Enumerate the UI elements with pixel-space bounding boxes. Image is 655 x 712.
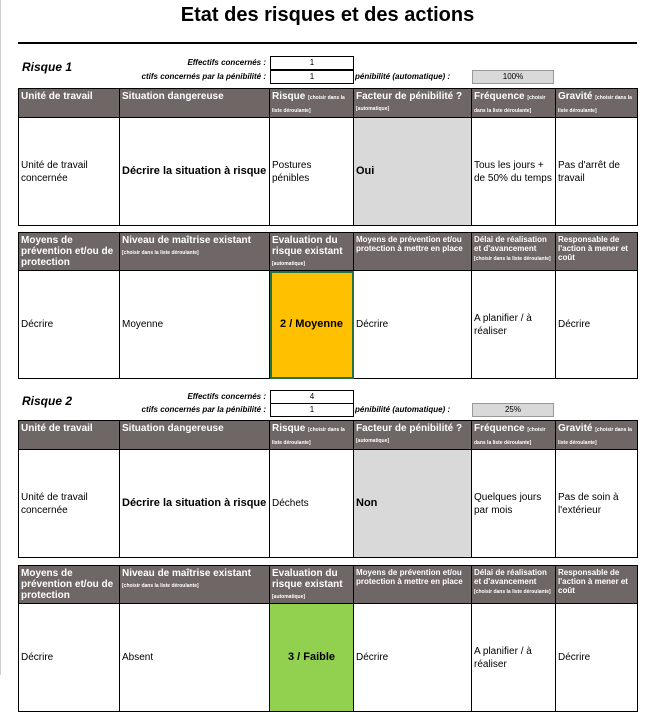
penibilite-auto-label: pénibilité (automatique) : (355, 72, 451, 81)
cell-risque[interactable]: Postures pénibles (270, 118, 354, 226)
cell-moyens-a-mettre[interactable]: Décrire (354, 604, 472, 712)
cell-frequence[interactable]: Quelques jours par mois (472, 450, 556, 558)
cell-delai[interactable]: A planifier / à réaliser (472, 271, 556, 379)
cell-delai[interactable]: A planifier / à réaliser (472, 604, 556, 712)
header-penibilite: Facteur de pénibilité ? [automatique] (354, 421, 472, 450)
penibilite-pct-value: 25% (472, 403, 554, 417)
risk-title: Risque 2 (22, 394, 73, 408)
cell-moyens[interactable]: Décrire (19, 271, 120, 379)
header-evaluation: Evaluation du risque existant [automatique] (270, 233, 354, 271)
header-unite: Unité de travail (19, 421, 120, 450)
header-moyens-a-mettre: Moyens de prévention et/ou protection à mettre en place (354, 233, 472, 271)
cell-moyens[interactable]: Décrire (19, 604, 120, 712)
header-situation: Situation dangereuse (120, 89, 270, 118)
effectifs-label: Effectifs concernés : (187, 392, 266, 401)
page-left-edge (0, 0, 1, 675)
effectifs-penibilite-label: ctifs concernés par la pénibilité : (141, 405, 266, 414)
effectifs-penibilite-label: ctifs concernés par la pénibilité : (141, 72, 266, 81)
header-responsable: Responsable de l'action à mener et coût (556, 233, 638, 271)
cell-moyens-a-mettre[interactable]: Décrire (354, 271, 472, 379)
header-risque: Risque [choisir dans la liste déroulante] (270, 421, 354, 450)
header-evaluation: Evaluation du risque existant [automatique] (270, 566, 354, 604)
header-penibilite: Facteur de pénibilité ? [automatique] (354, 89, 472, 118)
header-frequence: Fréquence [choisir dans la liste déroulante] (472, 421, 556, 450)
cell-gravite[interactable]: Pas d'arrêt de travail (556, 118, 638, 226)
penibilite-pct-value: 100% (472, 70, 554, 84)
cell-frequence[interactable]: Tous les jours + de 50% du temps (472, 118, 556, 226)
risk-situation-table (18, 88, 638, 226)
header-maitrise: Niveau de maîtrise existant [choisir dans la liste déroulante] (120, 566, 270, 604)
header-risque: Risque [choisir dans la liste déroulante] (270, 89, 354, 118)
title-underline (18, 42, 637, 44)
effectifs-value[interactable]: 4 (270, 390, 354, 404)
effectifs-label: Effectifs concernés : (187, 58, 266, 67)
cell-maitrise[interactable]: Absent (120, 604, 270, 712)
cell-maitrise[interactable]: Moyenne (120, 271, 270, 379)
header-delai: Délai de réalisation et d'avancement [choisir dans la liste déroulante] (472, 233, 556, 271)
cell-responsable[interactable]: Décrire (556, 271, 638, 379)
cell-evaluation: 3 / Faible (270, 604, 354, 712)
header-responsable: Responsable de l'action à mener et coût (556, 566, 638, 604)
header-gravite: Gravité [choisir dans la liste déroulante] (556, 421, 638, 450)
header-gravite: Gravité [choisir dans la liste déroulante] (556, 89, 638, 118)
cell-situation[interactable]: Décrire la situation à risque (120, 118, 270, 226)
risk-situation-table (18, 420, 638, 558)
risk-action-table (18, 232, 638, 379)
cell-responsable[interactable]: Décrire (556, 604, 638, 712)
page-title: Etat des risques et des actions (180, 4, 475, 26)
effectifs-value[interactable]: 1 (270, 56, 354, 70)
effectifs-penibilite-value[interactable]: 1 (270, 70, 354, 84)
effectifs-penibilite-value[interactable]: 1 (270, 403, 354, 417)
cell-risque[interactable]: Déchets (270, 450, 354, 558)
penibilite-auto-label: pénibilité (automatique) : (355, 405, 451, 414)
cell-unite[interactable]: Unité de travail concernée (19, 450, 120, 558)
header-maitrise: Niveau de maîtrise existant [choisir dans la liste déroulante] (120, 233, 270, 271)
cell-evaluation: 2 / Moyenne (270, 271, 354, 379)
cell-situation[interactable]: Décrire la situation à risque (120, 450, 270, 558)
header-moyens: Moyens de prévention et/ou de protection (19, 233, 120, 271)
risk-action-table (18, 565, 638, 712)
cell-penibilite: Oui (354, 118, 472, 226)
cell-unite[interactable]: Unité de travail concernée (19, 118, 120, 226)
header-delai: Délai de réalisation et d'avancement [choisir dans la liste déroulante] (472, 566, 556, 604)
header-unite: Unité de travail (19, 89, 120, 118)
header-situation: Situation dangereuse (120, 421, 270, 450)
header-moyens: Moyens de prévention et/ou de protection (19, 566, 120, 604)
header-frequence: Fréquence [choisir dans la liste déroulante] (472, 89, 556, 118)
cell-penibilite: Non (354, 450, 472, 558)
header-moyens-a-mettre: Moyens de prévention et/ou protection à mettre en place (354, 566, 472, 604)
risk-title: Risque 1 (22, 60, 73, 74)
cell-gravite[interactable]: Pas de soin à l'extérieur (556, 450, 638, 558)
